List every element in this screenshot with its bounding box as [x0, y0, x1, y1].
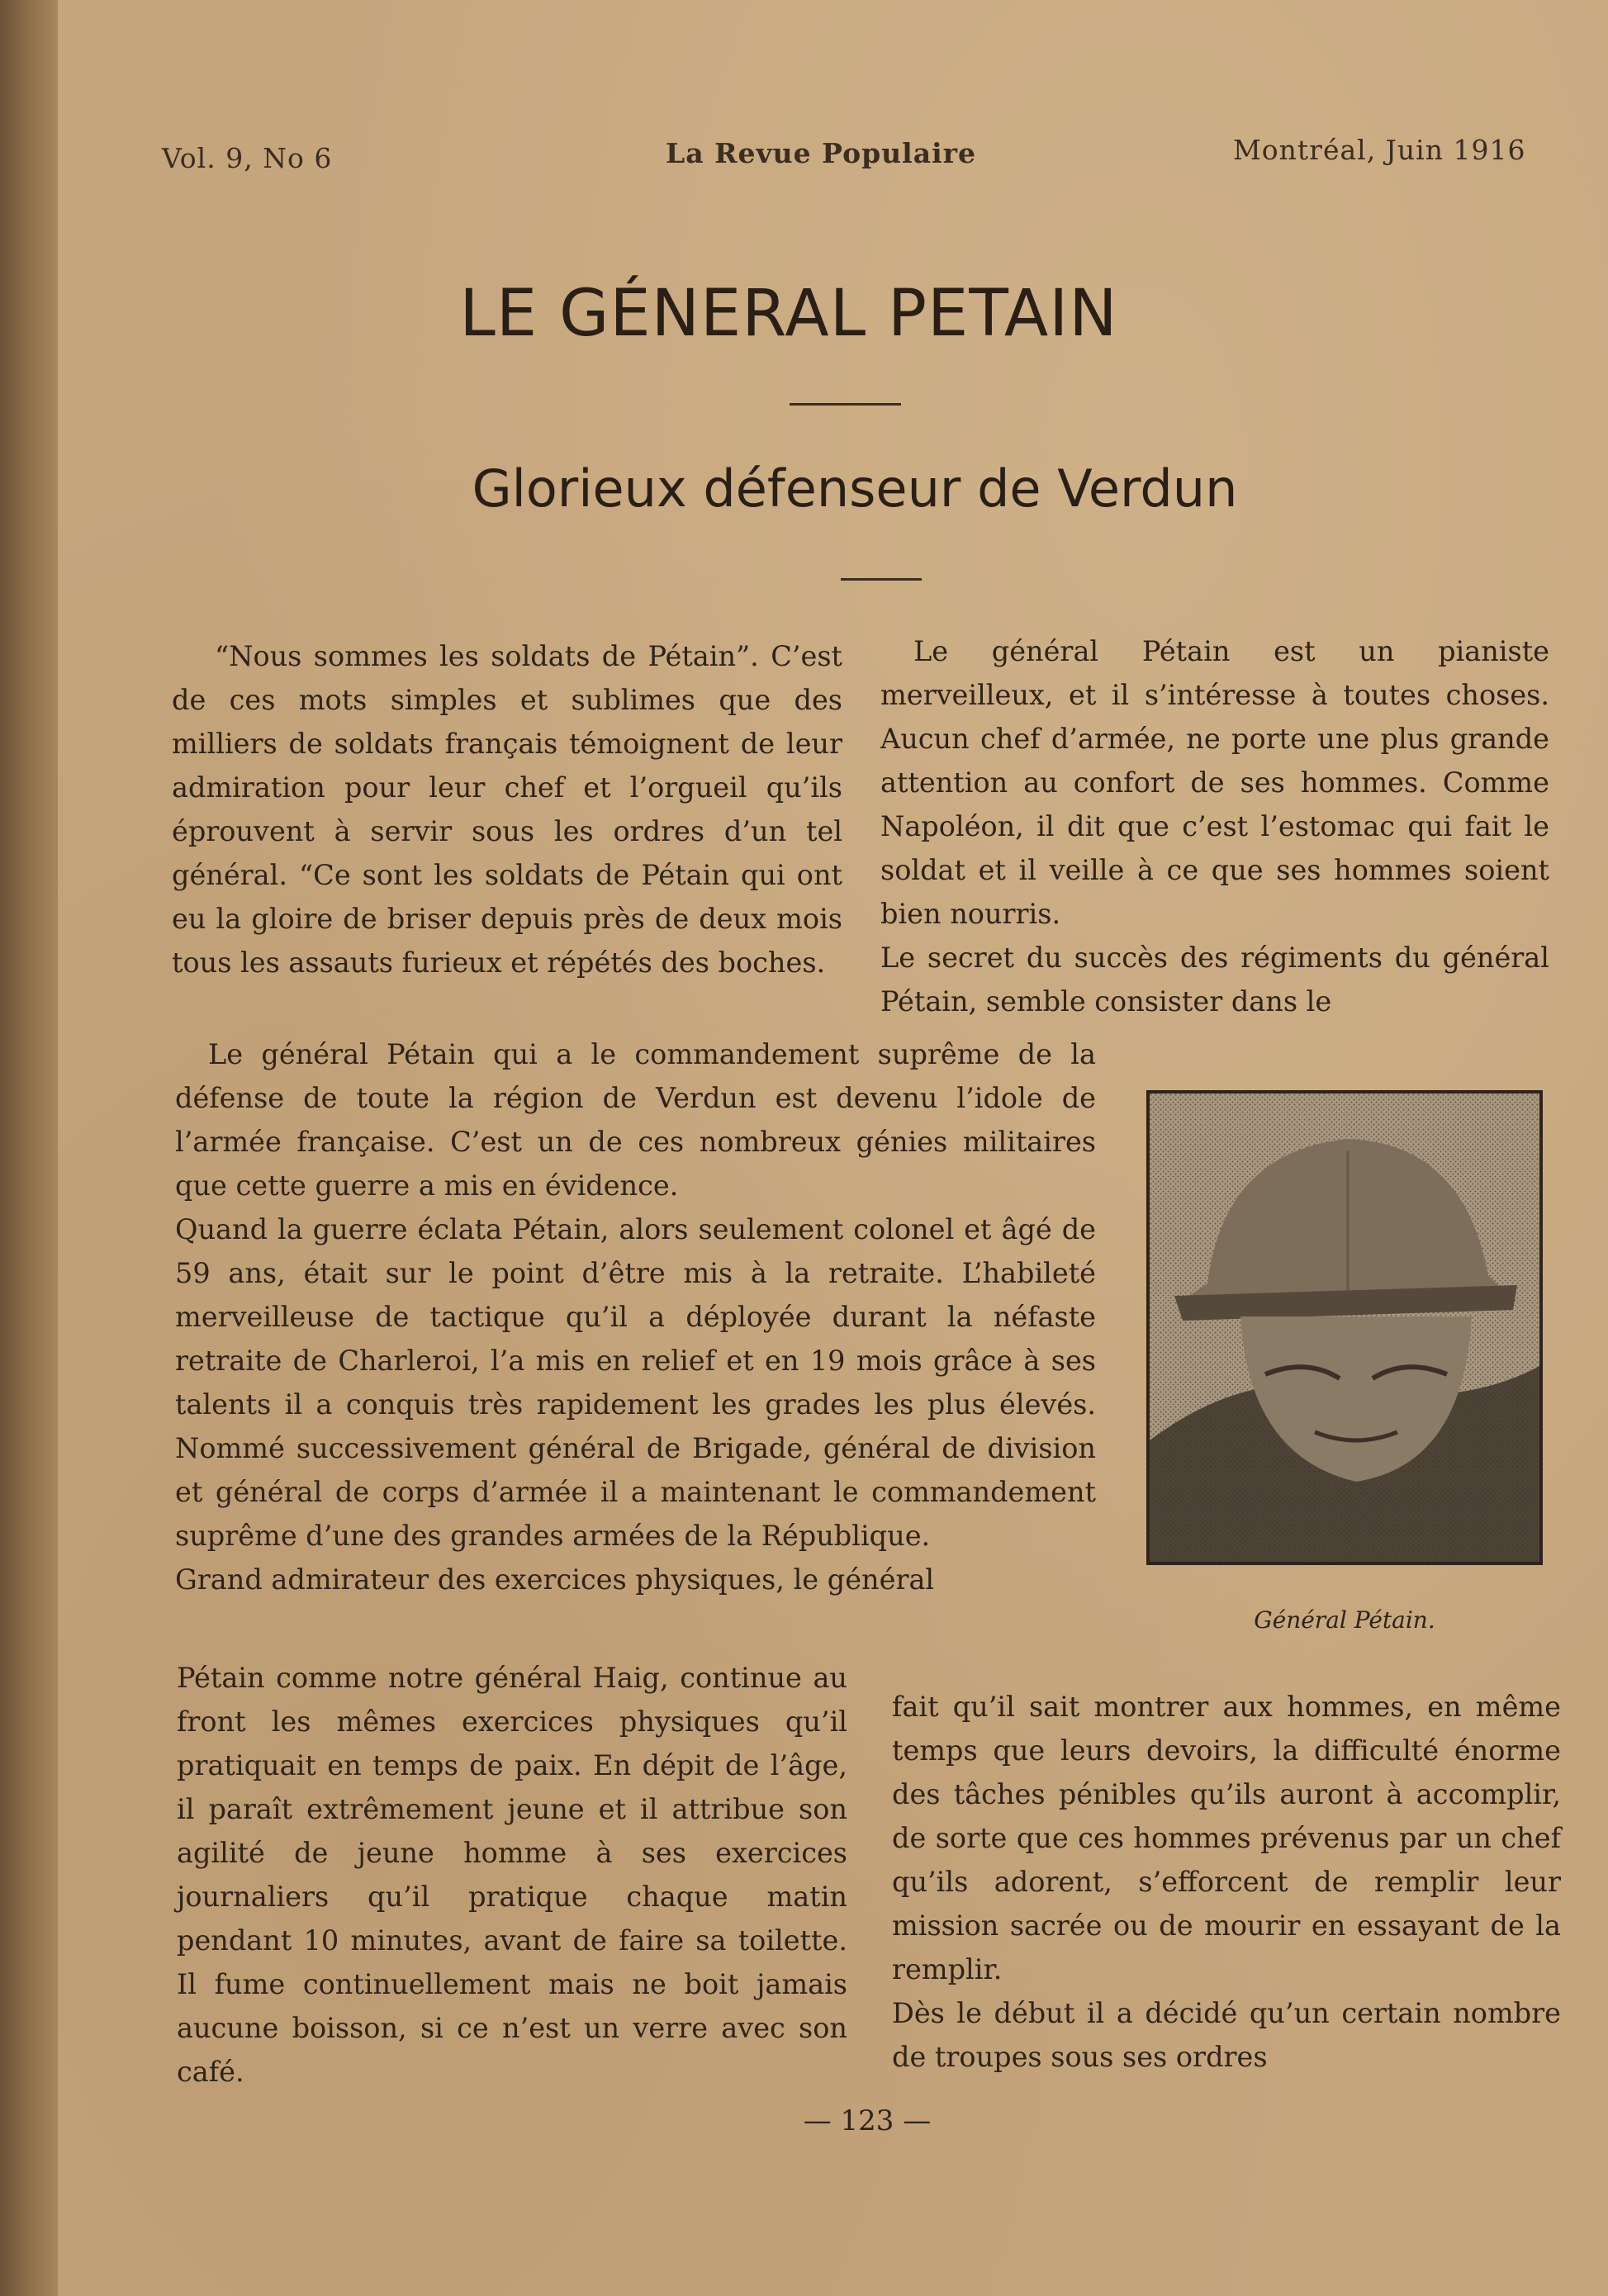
column2-bottom-paragraphs: fait qu’il sait montrer aux hommes, en même temps que leurs devoirs, la difficulté énorme des tâches pénibles qu’ils auront à accomplir, de sorte que ces hommes prévenus par un chef qu’ils adorent, s’efforcent de remplir leur mission sacrée ou de mourir en essayant de la remplir. Dès le début il a décidé qu’un certain nombre de troupes sous ses ordres — [892, 1691, 1561, 2073]
soldier-portrait-icon — [1150, 1093, 1539, 1562]
general-petain-photo — [1146, 1090, 1543, 1565]
article-title: LE GÉNERAL PETAIN — [459, 277, 1118, 351]
article-subtitle: Glorieux défenseur de Verdun — [472, 458, 1238, 519]
subtitle-rule — [841, 578, 922, 581]
page-number: — 123 — — [803, 2104, 932, 2137]
column2-top-paragraphs: Le général Pétain est un pianiste merveilleux, et il s’intéresse à toutes choses. Aucun chef d’armée, ne porte une plus grande attention au confort de ses hommes. Comme Napoléon, il dit que c’est l’estomac qui fait le soldat et il veille à ce que ses hommes soient bien nourris. Le secret du succès des régiments du général Pétain, semble consister dans le — [880, 635, 1549, 1018]
column1-bottom-paragraph: Pétain comme notre général Haig, continue au front les mêmes exercices physiques qu’il pratiquait en temps de paix. En dépit de l’âge, il paraît extrêmement jeune et il attribue son agilité de jeune homme à ses exercices journaliers qu’il pratique chaque matin pendant 10 minutes, avant de faire sa toilette. Il fume continuellement mais ne boit jamais aucune boisson, si ce n’est un verre avec son café. — [177, 1662, 847, 2088]
place-date: Montréal, Juin 1916 — [1233, 134, 1526, 166]
wide-body-paragraphs: Le général Pétain qui a le commandement suprême de la défense de toute la région de Verdun est devenu l’idole de l’armée française. C’est un de ces nombreux génies militaires que cette guerre a mis en évidence. Quand la guerre éclata Pétain, alors seulement colonel et âgé de 59 ans, était sur le point d’être mis à la retraite. L’habileté merveilleuse de tactique qu’il a déployée durant la néfaste retraite de Charleroi, l’a mis en relief et en 19 mois grâce à ses talents il a conquis très rapidement les grades les plus élevés. Nommé successivement général de Brigade, général de division et général de corps d’armée il a maintenant le commandement suprême d’une des grandes armées de la République. Grand admirateur des exercices physiques, le général — [175, 1038, 1096, 1596]
magazine-name: La Revue Populaire — [666, 137, 976, 169]
column1-top-paragraph: “Nous sommes les soldats de Pétain”. C’est de ces mots simples et sublimes que des milliers de soldats français témoignent de leur admiration pour leur chef et l’orgueil qu’ils éprouvent à servir sous les ordres d’un tel général. “Ce sont les soldats de Pétain qui ont eu la gloire de briser depuis près de deux mois tous les assauts furieux et répétés des boches. — [172, 640, 842, 979]
title-rule — [790, 403, 901, 406]
photo-caption: Général Pétain. — [1254, 1606, 1435, 1634]
volume-number: Vol. 9, No 6 — [162, 142, 333, 174]
book-binding — [0, 0, 58, 2296]
